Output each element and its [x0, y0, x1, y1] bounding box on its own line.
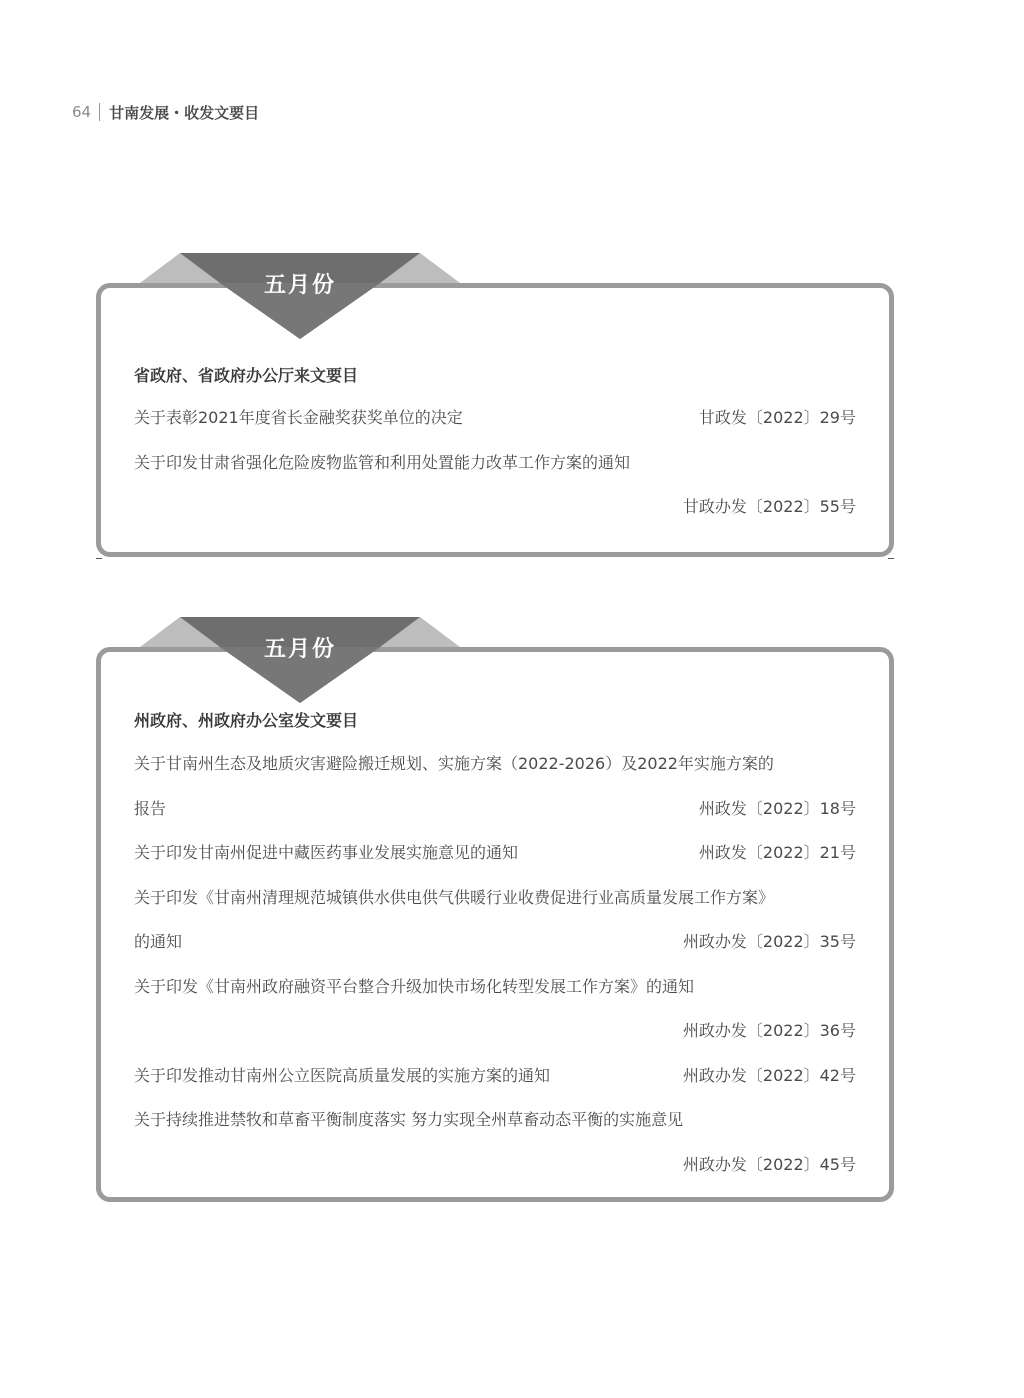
doc-entry-number-line: [134, 1152, 856, 1178]
doc-number: 州政办发〔2022〕42号: [682, 1066, 856, 1085]
doc-title: 关于印发甘南州促进中藏医药事业发展实施意见的通知: [134, 843, 519, 862]
doc-number: 州政办发〔2022〕35号: [682, 932, 856, 951]
doc-entry-continuation: [134, 796, 856, 822]
doc-number: 州政发〔2022〕18号: [698, 799, 856, 818]
doc-number: 甘政办发〔2022〕55号: [682, 497, 856, 516]
panel-prefecture: [96, 636, 894, 1202]
doc-number: 州政办发〔2022〕36号: [682, 1021, 856, 1040]
doc-entry: [134, 751, 856, 777]
month-banner: [140, 617, 460, 703]
running-title: 甘南发展・收发文要目: [109, 103, 260, 122]
doc-title: 关于表彰2021年度省长金融奖获奖单位的决定: [134, 408, 463, 427]
doc-number: 州政发〔2022〕21号: [698, 843, 856, 862]
section-heading: 省政府、省政府办公厅来文要目: [134, 366, 359, 385]
doc-entry: [134, 840, 856, 866]
doc-entry: [134, 450, 856, 476]
doc-entry: [134, 405, 856, 431]
doc-title: 关于印发《甘南州政府融资平台整合升级加快市场化转型发展工作方案》的通知: [134, 977, 695, 996]
crop-mark: [96, 558, 102, 559]
doc-title: 关于甘南州生态及地质灾害避险搬迁规划、实施方案（2022-2026）及2022年实施方案的: [134, 754, 774, 773]
banner-month-label: 五月份: [263, 272, 336, 298]
doc-entry-continuation: [134, 929, 856, 955]
doc-title: 关于印发《甘南州清理规范城镇供水供电供气供暖行业收费促进行业高质量发展工作方案》: [134, 888, 775, 907]
doc-entry: [134, 1107, 856, 1133]
doc-entry: [134, 1063, 856, 1089]
doc-entry: [134, 885, 856, 911]
section-heading: 州政府、州政府办公室发文要目: [134, 711, 359, 730]
doc-title: 关于印发推动甘南州公立医院高质量发展的实施方案的通知: [134, 1066, 551, 1085]
doc-entry-number-line: [134, 494, 856, 520]
doc-title: 关于印发甘肃省强化危险废物监管和利用处置能力改革工作方案的通知: [134, 453, 631, 472]
crop-mark: [888, 558, 894, 559]
doc-number: 甘政发〔2022〕29号: [698, 408, 856, 427]
doc-entry-number-line: [134, 1018, 856, 1044]
doc-title: 报告: [134, 799, 167, 818]
panel-provincial: [96, 272, 894, 557]
month-banner: [140, 253, 460, 339]
doc-title: 的通知: [134, 932, 183, 951]
doc-number: 州政办发〔2022〕45号: [682, 1155, 856, 1174]
page-number: 64: [72, 103, 92, 121]
page-header: [72, 100, 259, 124]
doc-title: 关于持续推进禁牧和草畜平衡制度落实 努力实现全州草畜动态平衡的实施意见: [134, 1110, 684, 1129]
banner-month-label: 五月份: [263, 636, 336, 662]
header-divider: [99, 103, 100, 121]
doc-entry: [134, 974, 856, 1000]
